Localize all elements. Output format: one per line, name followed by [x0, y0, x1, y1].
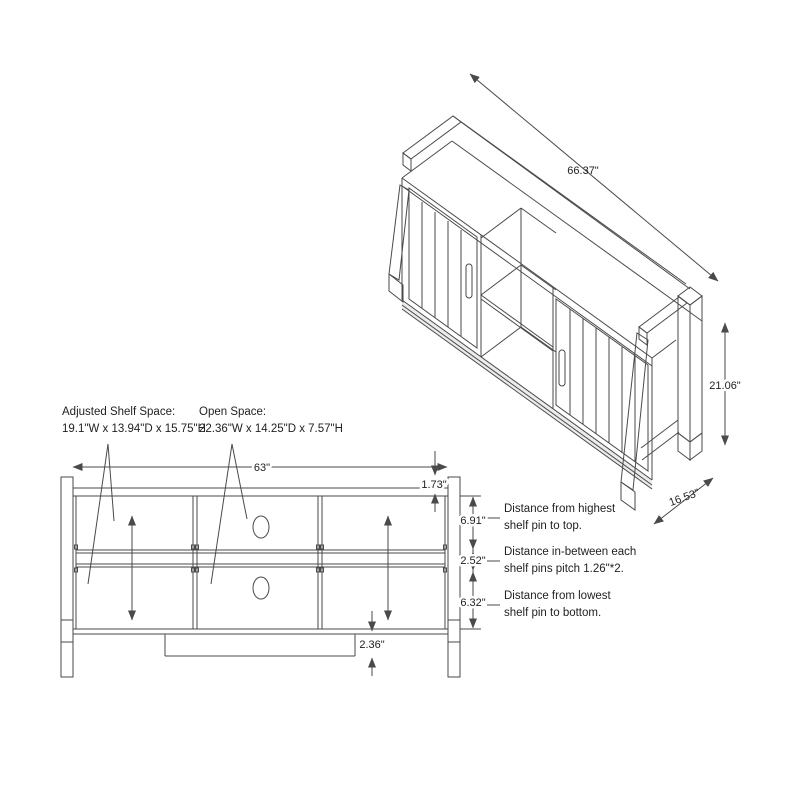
dim-top-panel-thickness: 1.73": [421, 479, 447, 491]
dim-overall-width: 66.37": [567, 165, 599, 177]
note-pin-spacing-line1: Distance in-between each: [504, 546, 637, 558]
note-pin-spacing: [504, 544, 636, 578]
open-space-title: Open Space:: [199, 406, 267, 418]
adjusted-shelf-space-callout: [62, 404, 206, 438]
note-pin-to-top: [504, 501, 615, 535]
note-pin-to-bottom-line2: shelf pin to bottom.: [504, 607, 602, 619]
dim-overall-height: 21.06": [709, 380, 741, 392]
front-elevation-view: [61, 444, 500, 677]
adjusted-shelf-space-title: Adjusted Shelf Space:: [62, 406, 176, 418]
right-door-handle: [559, 350, 565, 386]
dim-interior-width: 63": [253, 462, 271, 474]
isometric-view: [389, 74, 741, 524]
dim-pin-to-top: 6.91": [460, 515, 486, 527]
note-pin-to-bottom: [504, 588, 611, 622]
note-pin-to-bottom-line1: Distance from lowest: [504, 590, 611, 602]
iso-dimension-lines: [470, 74, 725, 524]
callout-leader-lines: [88, 444, 247, 584]
dim-base-height: 2.36": [359, 639, 385, 651]
open-space-callout: [199, 404, 343, 438]
dim-overall-depth: 16.53": [667, 486, 702, 509]
left-door-handle: [466, 264, 472, 298]
adjusted-shelf-space-dimensions: 19.1"W x 13.94"D x 15.75"H: [62, 423, 206, 435]
note-pin-to-top-line2: shelf pin to top.: [504, 520, 582, 532]
note-pin-to-top-line1: Distance from highest: [504, 503, 616, 515]
open-space-dimensions: 22.36"W x 14.25"D x 7.57"H: [199, 423, 343, 435]
cable-hole-upper: [253, 516, 269, 538]
note-pin-spacing-line2: shelf pins pitch 1.26"*2.: [504, 563, 624, 575]
dim-pin-to-bottom: 6.32": [460, 597, 486, 609]
cable-hole-lower: [253, 577, 269, 599]
dim-pin-spacing: 2.52": [460, 555, 486, 567]
shelf-pin-marks: [75, 545, 447, 572]
